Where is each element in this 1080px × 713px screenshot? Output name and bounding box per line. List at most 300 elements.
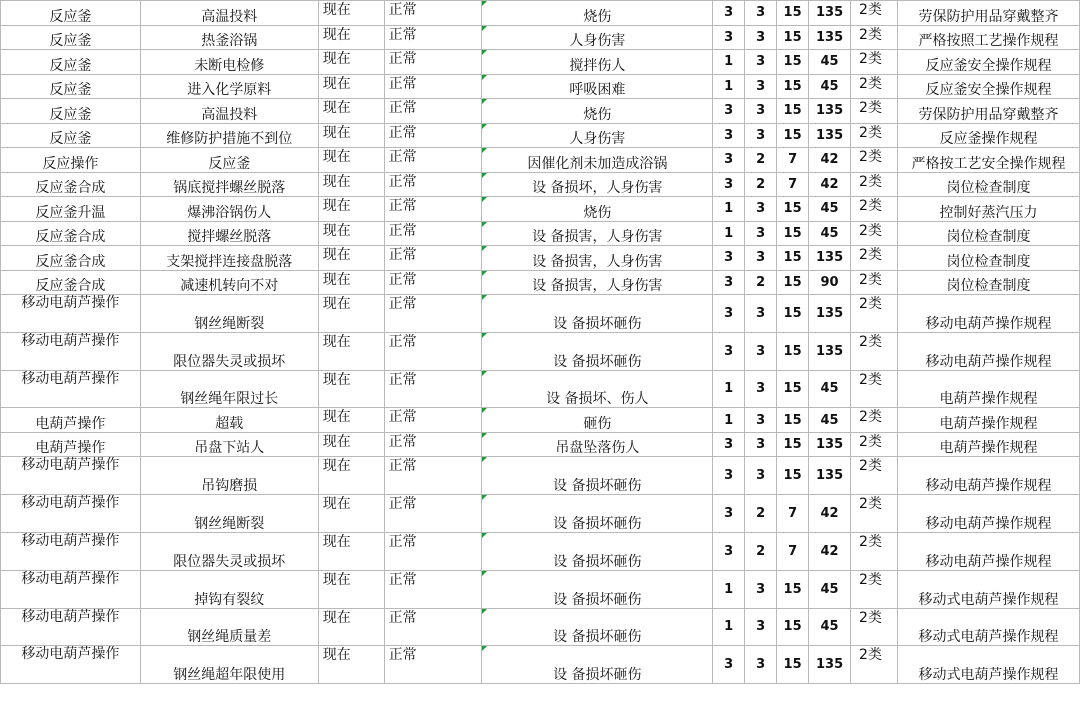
category-cell[interactable]: 反应釜升温 (1, 197, 141, 222)
table-row[interactable] (1, 50, 1080, 75)
control-measure-cell[interactable]: 移动电葫芦操作规程 (897, 332, 1079, 370)
control-measure-cell[interactable]: 移动式电葫芦操作规程 (897, 646, 1079, 684)
table-row[interactable] (1, 74, 1080, 99)
consequence-cell[interactable]: 15 (777, 197, 809, 222)
risk-score-cell[interactable]: 135 (809, 99, 851, 124)
exposure-cell[interactable]: 3 (745, 1, 777, 26)
likelihood-cell[interactable]: 3 (713, 332, 745, 370)
sheet-body (1, 1, 1080, 684)
control-measure-cell[interactable]: 岗位检查制度 (897, 172, 1079, 197)
activity-cell[interactable]: 锅底搅拌螺丝脱落 (140, 172, 318, 197)
category-cell[interactable] (1, 608, 141, 646)
time-status-cell[interactable]: 现在 (318, 148, 384, 173)
category-cell[interactable]: 反应釜合成 (1, 221, 141, 246)
state-cell[interactable]: 正常 (384, 295, 482, 333)
risk-score-cell[interactable]: 135 (809, 332, 851, 370)
state-cell[interactable]: 正常 (384, 370, 482, 408)
activity-cell[interactable]: 进入化学原料 (140, 74, 318, 99)
activity-cell[interactable]: 吊盘下站人 (140, 432, 318, 457)
activity-cell[interactable]: 钢丝绳年限过长 (140, 370, 318, 408)
control-measure-cell[interactable]: 反应釜安全操作规程 (897, 74, 1079, 99)
likelihood-cell[interactable]: 3 (713, 495, 745, 533)
category-cell[interactable]: 反应釜 (1, 123, 141, 148)
likelihood-cell[interactable]: 1 (713, 221, 745, 246)
exposure-cell[interactable]: 2 (745, 148, 777, 173)
risk-class-cell[interactable]: 2类 (851, 172, 898, 197)
control-measure-cell[interactable]: 移动电葫芦操作规程 (897, 532, 1079, 570)
table-row[interactable] (1, 99, 1080, 124)
exposure-cell[interactable]: 3 (745, 332, 777, 370)
table-row[interactable] (1, 408, 1080, 433)
category-cell[interactable]: 反应釜 (1, 99, 141, 124)
risk-score-cell[interactable]: 135 (809, 457, 851, 495)
risk-class-cell[interactable]: 2类 (851, 408, 898, 433)
control-measure-cell[interactable]: 移动电葫芦操作规程 (897, 457, 1079, 495)
risk-score-cell[interactable]: 42 (809, 532, 851, 570)
exposure-cell[interactable]: 2 (745, 270, 777, 295)
consequence-cell[interactable]: 15 (777, 457, 809, 495)
activity-cell[interactable]: 限位器失灵或损坏 (140, 332, 318, 370)
activity-cell[interactable]: 钢丝绳质量差 (140, 608, 318, 646)
time-status-cell[interactable]: 现在 (318, 608, 384, 646)
risk-class-cell[interactable]: 2类 (851, 270, 898, 295)
hazard-cell[interactable] (482, 408, 713, 433)
cell-comment-marker-icon (482, 571, 487, 576)
state-cell[interactable]: 正常 (384, 608, 482, 646)
control-measure-cell[interactable]: 电葫芦操作规程 (897, 370, 1079, 408)
hazard-text: 设 备损坏砸伤 (553, 515, 642, 532)
likelihood-cell[interactable]: 3 (713, 646, 745, 684)
risk-score-cell[interactable]: 135 (809, 1, 851, 26)
risk-score-cell[interactable]: 42 (809, 495, 851, 533)
table-row[interactable] (1, 197, 1080, 222)
consequence-cell[interactable]: 15 (777, 295, 809, 333)
risk-score-cell[interactable]: 135 (809, 25, 851, 50)
control-measure-cell[interactable]: 劳保防护用品穿戴整齐 (897, 1, 1079, 26)
state-cell[interactable]: 正常 (384, 123, 482, 148)
risk-class-cell[interactable]: 2类 (851, 646, 898, 684)
control-measure-cell[interactable]: 劳保防护用品穿戴整齐 (897, 99, 1079, 124)
time-status-cell[interactable]: 现在 (318, 495, 384, 533)
state-cell[interactable]: 正常 (384, 495, 482, 533)
table-row[interactable] (1, 25, 1080, 50)
state-cell[interactable]: 正常 (384, 646, 482, 684)
table-row[interactable] (1, 270, 1080, 295)
time-status-cell[interactable]: 现在 (318, 408, 384, 433)
exposure-cell[interactable]: 3 (745, 50, 777, 75)
category-cell[interactable] (1, 532, 141, 570)
time-status-cell[interactable]: 现在 (318, 172, 384, 197)
time-status-cell[interactable]: 现在 (318, 457, 384, 495)
activity-cell[interactable]: 超载 (140, 408, 318, 433)
state-cell[interactable]: 正常 (384, 50, 482, 75)
hazard-cell[interactable] (482, 370, 713, 408)
exposure-cell[interactable]: 3 (745, 123, 777, 148)
risk-score-cell[interactable]: 45 (809, 608, 851, 646)
category-cell[interactable]: 反应釜 (1, 50, 141, 75)
control-measure-cell[interactable]: 移动电葫芦操作规程 (897, 495, 1079, 533)
consequence-cell[interactable]: 15 (777, 99, 809, 124)
state-cell[interactable]: 正常 (384, 432, 482, 457)
exposure-cell[interactable]: 3 (745, 370, 777, 408)
consequence-cell[interactable]: 7 (777, 532, 809, 570)
activity-cell[interactable]: 支架搅拌连接盘脱落 (140, 246, 318, 271)
table-row[interactable] (1, 332, 1080, 370)
time-status-cell[interactable]: 现在 (318, 332, 384, 370)
consequence-cell[interactable]: 15 (777, 123, 809, 148)
consequence-cell[interactable]: 7 (777, 172, 809, 197)
state-cell[interactable]: 正常 (384, 332, 482, 370)
likelihood-cell[interactable]: 1 (713, 74, 745, 99)
category-cell[interactable]: 电葫芦操作 (1, 408, 141, 433)
activity-cell[interactable]: 减速机转向不对 (140, 270, 318, 295)
hazard-cell[interactable] (482, 332, 713, 370)
category-text: 移动电葫芦操作 (21, 370, 120, 387)
hazard-text: 设 备损坏，人身伤害 (532, 180, 663, 196)
hazard-cell[interactable] (482, 197, 713, 222)
risk-score-cell[interactable]: 135 (809, 123, 851, 148)
likelihood-cell[interactable]: 3 (713, 172, 745, 197)
activity-cell[interactable]: 维修防护措施不到位 (140, 123, 318, 148)
likelihood-cell[interactable]: 1 (713, 570, 745, 608)
hazard-cell[interactable] (482, 221, 713, 246)
category-cell[interactable]: 反应釜合成 (1, 270, 141, 295)
time-status-cell[interactable]: 现在 (318, 1, 384, 26)
state-cell[interactable]: 正常 (384, 246, 482, 271)
risk-class-cell[interactable]: 2类 (851, 221, 898, 246)
consequence-cell[interactable]: 15 (777, 50, 809, 75)
risk-class-cell[interactable]: 2类 (851, 25, 898, 50)
time-status-cell[interactable]: 现在 (318, 50, 384, 75)
exposure-cell[interactable]: 3 (745, 570, 777, 608)
table-row[interactable] (1, 1, 1080, 26)
control-measure-cell[interactable]: 严格按照工艺操作规程 (897, 25, 1079, 50)
cell-comment-marker-icon (482, 609, 487, 614)
table-row[interactable] (1, 148, 1080, 173)
state-cell[interactable]: 正常 (384, 457, 482, 495)
cell-comment-marker-icon (482, 222, 487, 227)
activity-cell[interactable]: 未断电检修 (140, 50, 318, 75)
likelihood-cell[interactable]: 3 (713, 1, 745, 26)
hazard-cell[interactable] (482, 1, 713, 26)
control-measure-cell[interactable]: 电葫芦操作规程 (897, 432, 1079, 457)
category-cell[interactable]: 反应釜 (1, 25, 141, 50)
time-status-cell[interactable]: 现在 (318, 370, 384, 408)
category-cell[interactable]: 电葫芦操作 (1, 432, 141, 457)
activity-cell[interactable]: 热釜浴锅 (140, 25, 318, 50)
hazard-cell[interactable] (482, 74, 713, 99)
hazard-cell[interactable] (482, 295, 713, 333)
likelihood-cell[interactable]: 1 (713, 197, 745, 222)
likelihood-cell[interactable]: 3 (713, 25, 745, 50)
risk-score-cell[interactable]: 45 (809, 50, 851, 75)
likelihood-cell[interactable]: 3 (713, 148, 745, 173)
risk-class-cell[interactable]: 2类 (851, 532, 898, 570)
hazard-text: 吊盘坠落伤人 (555, 440, 640, 457)
hazard-text: 烧伤 (583, 8, 612, 25)
category-cell[interactable]: 反应釜 (1, 74, 141, 99)
activity-cell[interactable]: 高温投料 (140, 99, 318, 124)
consequence-cell[interactable]: 15 (777, 646, 809, 684)
category-cell[interactable] (1, 495, 141, 533)
time-status-cell[interactable]: 现在 (318, 25, 384, 50)
control-measure-cell[interactable]: 控制好蒸汽压力 (897, 197, 1079, 222)
likelihood-cell[interactable]: 3 (713, 99, 745, 124)
category-cell[interactable] (1, 295, 141, 333)
category-cell[interactable]: 反应釜 (1, 1, 141, 26)
exposure-cell[interactable]: 3 (745, 408, 777, 433)
consequence-cell[interactable]: 15 (777, 432, 809, 457)
consequence-cell[interactable]: 7 (777, 148, 809, 173)
risk-class-cell[interactable]: 2类 (851, 457, 898, 495)
cell-comment-marker-icon (482, 295, 487, 300)
state-cell[interactable]: 正常 (384, 1, 482, 26)
likelihood-cell[interactable]: 3 (713, 295, 745, 333)
hazard-text: 设 备损坏砸伤 (553, 629, 642, 646)
hazard-cell[interactable] (482, 25, 713, 50)
consequence-cell[interactable]: 15 (777, 1, 809, 26)
hazard-cell[interactable] (482, 99, 713, 124)
cell-comment-marker-icon (482, 371, 487, 376)
time-status-cell[interactable]: 现在 (318, 246, 384, 271)
exposure-cell[interactable]: 3 (745, 246, 777, 271)
hazard-cell[interactable] (482, 172, 713, 197)
likelihood-cell[interactable]: 1 (713, 408, 745, 433)
category-cell[interactable] (1, 370, 141, 408)
likelihood-cell[interactable]: 1 (713, 370, 745, 408)
state-cell[interactable]: 正常 (384, 99, 482, 124)
exposure-cell[interactable]: 3 (745, 646, 777, 684)
hazard-cell[interactable] (482, 570, 713, 608)
activity-cell[interactable]: 反应釜 (140, 148, 318, 173)
category-cell[interactable]: 反应釜合成 (1, 172, 141, 197)
activity-cell[interactable]: 爆沸浴锅伤人 (140, 197, 318, 222)
activity-cell[interactable]: 钢丝绳超年限使用 (140, 646, 318, 684)
risk-score-cell[interactable]: 45 (809, 408, 851, 433)
exposure-cell[interactable]: 3 (745, 457, 777, 495)
risk-score-cell[interactable]: 45 (809, 370, 851, 408)
state-cell[interactable]: 正常 (384, 532, 482, 570)
risk-score-cell[interactable]: 135 (809, 646, 851, 684)
cell-comment-marker-icon (482, 148, 487, 153)
hazard-cell[interactable] (482, 646, 713, 684)
cell-comment-marker-icon (482, 457, 487, 462)
consequence-cell[interactable]: 15 (777, 74, 809, 99)
table-row[interactable] (1, 295, 1080, 333)
exposure-cell[interactable]: 3 (745, 25, 777, 50)
control-measure-cell[interactable]: 移动电葫芦操作规程 (897, 295, 1079, 333)
hazard-cell[interactable] (482, 123, 713, 148)
hazard-cell[interactable] (482, 432, 713, 457)
likelihood-cell[interactable]: 1 (713, 50, 745, 75)
risk-class-cell[interactable]: 2类 (851, 123, 898, 148)
exposure-cell[interactable]: 3 (745, 608, 777, 646)
risk-score-cell[interactable]: 135 (809, 295, 851, 333)
exposure-cell[interactable]: 2 (745, 172, 777, 197)
risk-class-cell[interactable]: 2类 (851, 332, 898, 370)
activity-cell[interactable]: 掉钩有裂纹 (140, 570, 318, 608)
risk-score-cell[interactable]: 45 (809, 74, 851, 99)
control-measure-cell[interactable]: 岗位检查制度 (897, 221, 1079, 246)
category-text: 移动电葫芦操作 (21, 495, 120, 512)
consequence-cell[interactable]: 15 (777, 221, 809, 246)
hazard-cell[interactable] (482, 532, 713, 570)
table-row[interactable] (1, 432, 1080, 457)
risk-class-cell[interactable]: 2类 (851, 495, 898, 533)
time-status-cell[interactable]: 现在 (318, 295, 384, 333)
hazard-cell[interactable] (482, 50, 713, 75)
activity-cell[interactable]: 吊钩磨损 (140, 457, 318, 495)
activity-cell[interactable]: 钢丝绳断裂 (140, 495, 318, 533)
exposure-cell[interactable]: 3 (745, 74, 777, 99)
consequence-cell[interactable]: 15 (777, 25, 809, 50)
likelihood-cell[interactable]: 3 (713, 270, 745, 295)
time-status-cell[interactable]: 现在 (318, 432, 384, 457)
hazard-cell[interactable] (482, 457, 713, 495)
likelihood-cell[interactable]: 3 (713, 123, 745, 148)
state-cell[interactable]: 正常 (384, 148, 482, 173)
risk-score-cell[interactable]: 90 (809, 270, 851, 295)
consequence-cell[interactable]: 15 (777, 570, 809, 608)
consequence-cell[interactable]: 7 (777, 495, 809, 533)
likelihood-cell[interactable]: 3 (713, 457, 745, 495)
time-status-cell[interactable]: 现在 (318, 646, 384, 684)
cell-comment-marker-icon (482, 246, 487, 251)
state-cell[interactable]: 正常 (384, 270, 482, 295)
time-status-cell[interactable]: 现在 (318, 99, 384, 124)
time-status-cell[interactable]: 现在 (318, 270, 384, 295)
exposure-cell[interactable]: 3 (745, 295, 777, 333)
category-text: 移动电葫芦操作 (21, 608, 120, 625)
table-row[interactable] (1, 172, 1080, 197)
table-row[interactable] (1, 221, 1080, 246)
state-cell[interactable]: 正常 (384, 221, 482, 246)
control-measure-cell[interactable]: 移动式电葫芦操作规程 (897, 608, 1079, 646)
risk-score-cell[interactable]: 42 (809, 172, 851, 197)
risk-score-cell[interactable]: 45 (809, 197, 851, 222)
exposure-cell[interactable]: 3 (745, 197, 777, 222)
control-measure-cell[interactable]: 严格按工艺安全操作规程 (897, 148, 1079, 173)
risk-class-cell[interactable]: 2类 (851, 246, 898, 271)
category-cell[interactable] (1, 332, 141, 370)
control-measure-cell[interactable]: 反应釜操作规程 (897, 123, 1079, 148)
risk-class-cell[interactable]: 2类 (851, 99, 898, 124)
consequence-cell[interactable]: 15 (777, 408, 809, 433)
risk-class-cell[interactable]: 2类 (851, 370, 898, 408)
time-status-cell[interactable]: 现在 (318, 197, 384, 222)
risk-class-cell[interactable]: 2类 (851, 1, 898, 26)
state-cell[interactable]: 正常 (384, 25, 482, 50)
risk-class-cell[interactable]: 2类 (851, 570, 898, 608)
time-status-cell[interactable]: 现在 (318, 123, 384, 148)
cell-comment-marker-icon (482, 50, 487, 55)
category-cell[interactable]: 反应釜合成 (1, 246, 141, 271)
hazard-text: 设 备损害，人身伤害 (532, 278, 663, 294)
exposure-cell[interactable]: 3 (745, 221, 777, 246)
activity-cell[interactable]: 钢丝绳断裂 (140, 295, 318, 333)
risk-class-cell[interactable]: 2类 (851, 608, 898, 646)
control-measure-cell[interactable]: 反应釜安全操作规程 (897, 50, 1079, 75)
risk-class-cell[interactable]: 2类 (851, 295, 898, 333)
consequence-cell[interactable]: 15 (777, 246, 809, 271)
activity-cell[interactable]: 高温投料 (140, 1, 318, 26)
exposure-cell[interactable]: 3 (745, 432, 777, 457)
activity-cell[interactable]: 搅拌螺丝脱落 (140, 221, 318, 246)
table-row[interactable] (1, 570, 1080, 608)
time-status-cell[interactable]: 现在 (318, 532, 384, 570)
control-measure-cell[interactable]: 岗位检查制度 (897, 246, 1079, 271)
risk-score-cell[interactable]: 45 (809, 570, 851, 608)
risk-class-cell[interactable]: 2类 (851, 197, 898, 222)
hazard-cell[interactable] (482, 608, 713, 646)
risk-class-cell[interactable]: 2类 (851, 74, 898, 99)
control-measure-cell[interactable]: 电葫芦操作规程 (897, 408, 1079, 433)
category-cell[interactable]: 反应操作 (1, 148, 141, 173)
table-row[interactable] (1, 608, 1080, 646)
hazard-cell[interactable] (482, 148, 713, 173)
likelihood-cell[interactable]: 3 (713, 246, 745, 271)
time-status-cell[interactable]: 现在 (318, 221, 384, 246)
table-row[interactable] (1, 123, 1080, 148)
state-cell[interactable]: 正常 (384, 408, 482, 433)
risk-score-cell[interactable]: 42 (809, 148, 851, 173)
likelihood-cell[interactable]: 1 (713, 608, 745, 646)
risk-score-cell[interactable]: 135 (809, 246, 851, 271)
likelihood-cell[interactable]: 3 (713, 432, 745, 457)
time-status-cell[interactable]: 现在 (318, 74, 384, 99)
state-cell[interactable]: 正常 (384, 172, 482, 197)
exposure-cell[interactable]: 2 (745, 495, 777, 533)
table-row[interactable] (1, 246, 1080, 271)
risk-score-cell[interactable]: 135 (809, 432, 851, 457)
cell-comment-marker-icon (482, 333, 487, 338)
table-row[interactable] (1, 457, 1080, 495)
state-cell[interactable]: 正常 (384, 74, 482, 99)
table-row[interactable] (1, 646, 1080, 684)
consequence-cell[interactable]: 15 (777, 608, 809, 646)
cell-comment-marker-icon (482, 433, 487, 438)
table-row[interactable] (1, 495, 1080, 533)
table-row[interactable] (1, 532, 1080, 570)
activity-cell[interactable]: 限位器失灵或损坏 (140, 532, 318, 570)
exposure-cell[interactable]: 3 (745, 99, 777, 124)
hazard-cell[interactable] (482, 495, 713, 533)
likelihood-cell[interactable]: 3 (713, 532, 745, 570)
category-cell[interactable] (1, 457, 141, 495)
hazard-text: 搅拌伤人 (569, 57, 626, 74)
state-cell[interactable]: 正常 (384, 197, 482, 222)
control-measure-cell[interactable]: 岗位检查制度 (897, 270, 1079, 295)
hazard-cell[interactable] (482, 246, 713, 271)
time-status-cell[interactable]: 现在 (318, 570, 384, 608)
exposure-cell[interactable]: 2 (745, 532, 777, 570)
hazard-cell[interactable] (482, 270, 713, 295)
state-cell[interactable]: 正常 (384, 570, 482, 608)
consequence-cell[interactable]: 15 (777, 370, 809, 408)
risk-class-cell[interactable]: 2类 (851, 50, 898, 75)
consequence-cell[interactable]: 15 (777, 332, 809, 370)
risk-class-cell[interactable]: 2类 (851, 148, 898, 173)
control-measure-cell[interactable]: 移动式电葫芦操作规程 (897, 570, 1079, 608)
risk-score-cell[interactable]: 45 (809, 221, 851, 246)
cell-comment-marker-icon (482, 533, 487, 538)
table-row[interactable] (1, 370, 1080, 408)
consequence-cell[interactable]: 15 (777, 270, 809, 295)
category-cell[interactable] (1, 570, 141, 608)
risk-class-cell[interactable]: 2类 (851, 432, 898, 457)
category-cell[interactable] (1, 646, 141, 684)
category-text: 移动电葫芦操作 (21, 570, 120, 587)
